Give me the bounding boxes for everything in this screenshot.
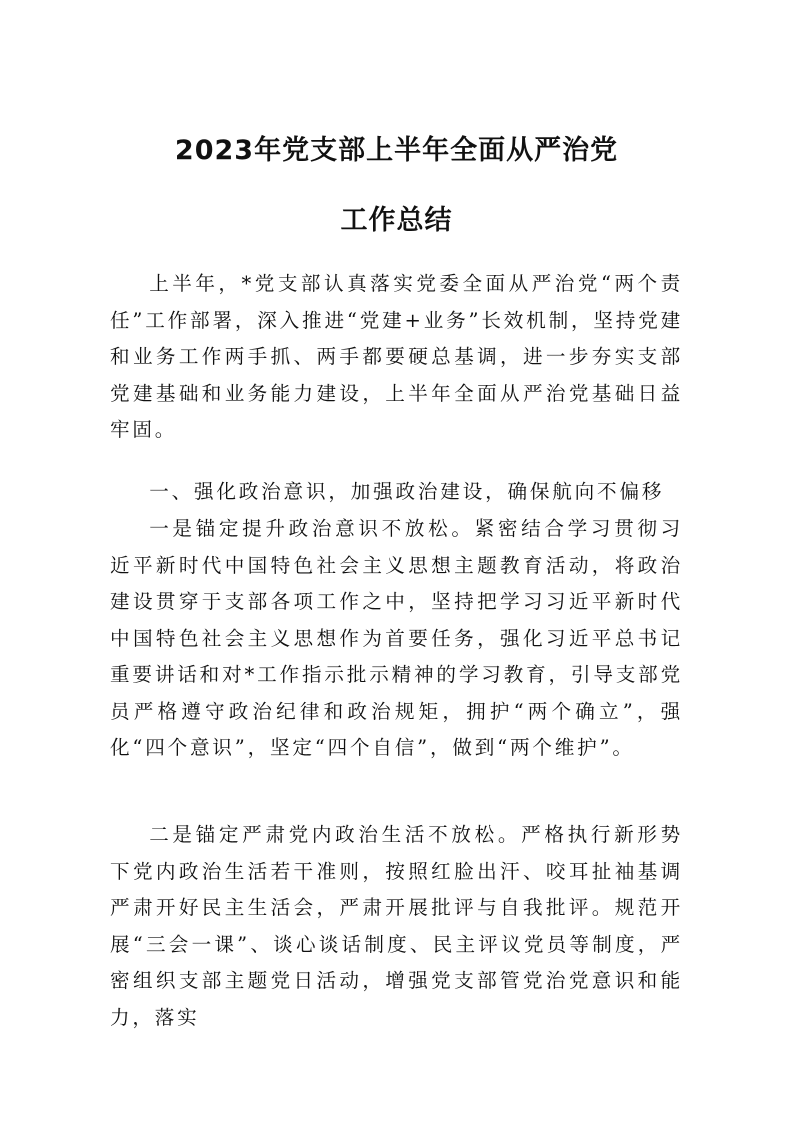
point-2-paragraph: 二是锚定严肃党内政治生活不放松。严格执行新形势下党内政治生活若干准则，按照红脸出汗、咬耳扯袖基调严肃开好民主生活会，严肃开展批评与自我批评。规范开展“三会一课”、谈心谈话制度、民主评议党员等制度，严密组织支部主题党日活动，增强党支部管党治党意识和能力，落实 — [110, 823, 683, 1029]
intro-paragraph: 上半年，*党支部认真落实党委全面从严治党“两个责任”工作部署，深入推进“党建+业务”长效机制，坚持党建和业务工作两手抓、两手都要硬总基调，进一步夯实支部党建基础和业务能力建设，上半年全面从严治党基础日益牢固。 — [110, 272, 683, 441]
document-title-line-2: 工作总结 — [340, 205, 453, 236]
point-1-paragraph: 一是锚定提升政治意识不放松。紧密结合学习贯彻习近平新时代中国特色社会主义思想主题教育活动，将政治建设贯穿于支部各项工作之中，坚持把学习习近平新时代中国特色社会主义思想作为首要任务，强化习近平总书记重要讲话和对*工作指示批示精神的学习教育，引导支部党员严格遵守政治纪律和政治规矩，拥护“两个确立”，强化“四个意识”，坚定“四个自信”，做到“两个维护”。 — [110, 517, 683, 759]
document-title-line-1: 2023年党支部上半年全面从严治党 — [174, 135, 619, 166]
section-heading-1: 一、强化政治意识，加强政治建设，确保航向不偏移 — [149, 480, 665, 503]
